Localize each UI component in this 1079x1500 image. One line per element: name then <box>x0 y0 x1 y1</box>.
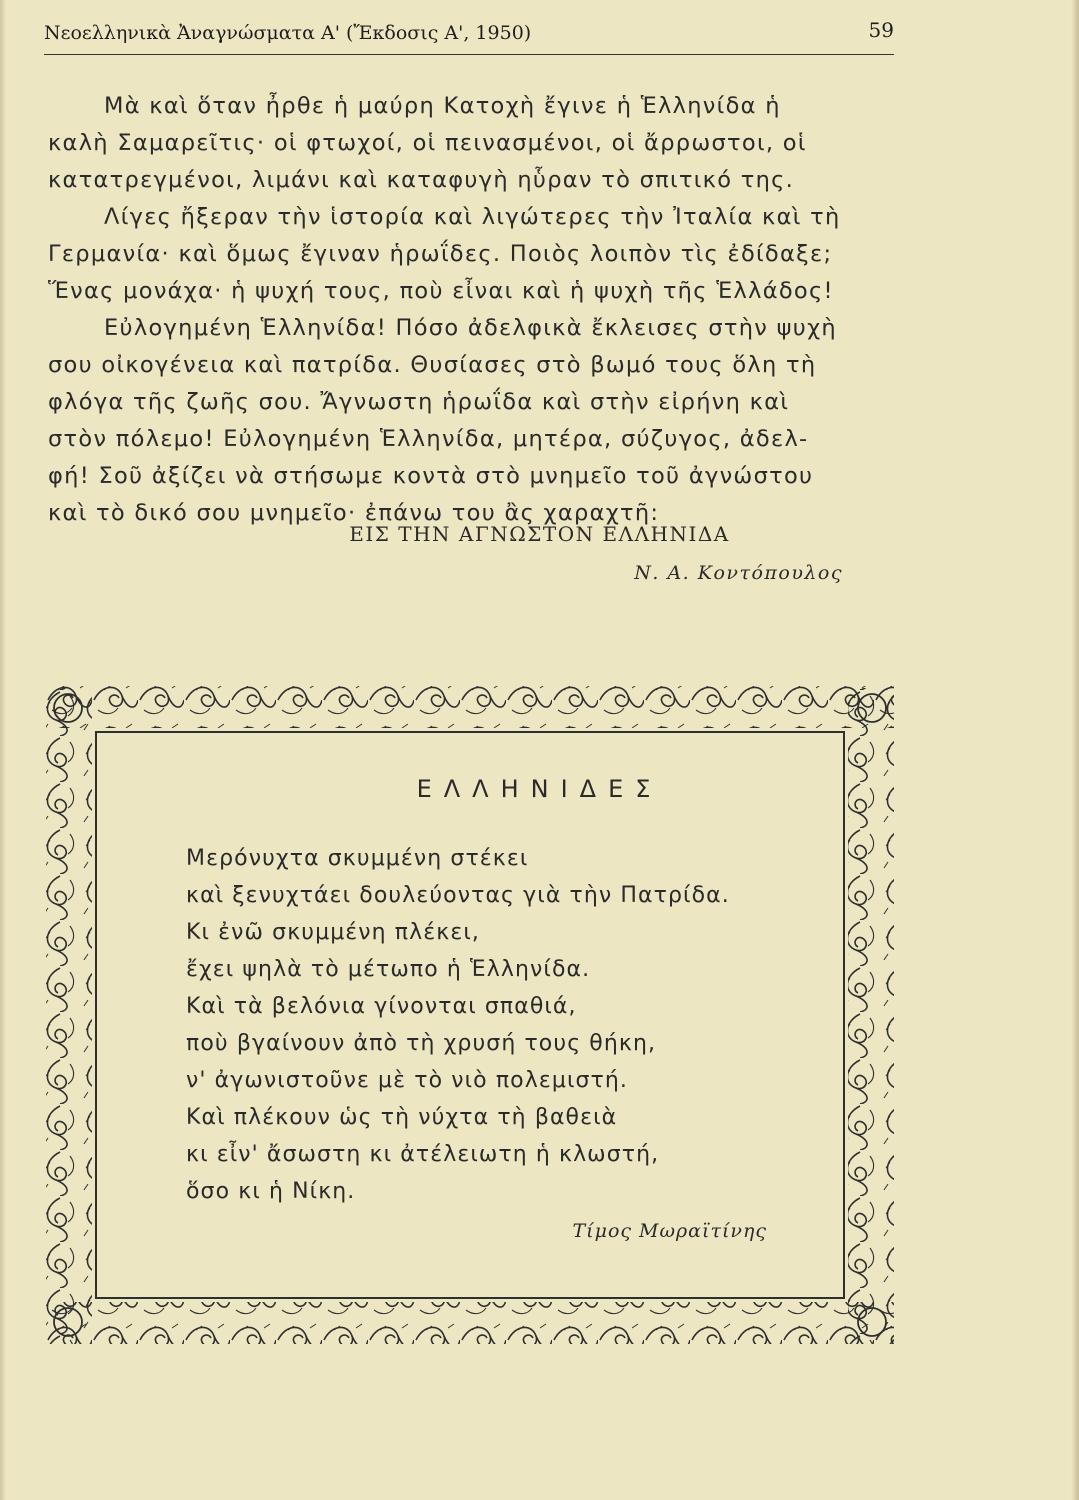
prose-line: Εὐλογημένη Ἑλληνίδα! Πόσο ἀδελφικὰ ἔκλεισες στὴν ψυχὴ <box>104 315 837 341</box>
poem-line: ἔχει ψηλὰ τὸ μέτωπο ἡ Ἑλληνίδα. <box>186 957 591 982</box>
prose-line: Ἕνας μονάχα· ἡ ψυχή τους, ποὺ εἶναι καὶ ἡ ψυχὴ τῆς Ἑλλάδος! <box>48 278 834 304</box>
prose-line: Γερμανία· καὶ ὅμως ἔγιναν ἡρωΐδες. Ποιὸς λοιπὸν τὶς ἐδίδαξε; <box>48 241 833 267</box>
prose-line: σου οἰκογένεια καὶ πατρίδα. Θυσίασες στὸ βωμό τους ὅλη τὴ <box>48 352 817 378</box>
epitaph-inscription: ΕΙΣ ΤΗΝ ΑΓΝΩΣΤΟΝ ΕΛΛΗΝΙΔΑ <box>349 522 730 546</box>
poem-line: ὅσο κι ἡ Νίκη. <box>186 1179 356 1204</box>
book-title: Νεοελληνικὰ Ἀναγνώσματα Α' (Ἔκδοσις Α', 1950) <box>44 22 532 44</box>
prose-line: Μὰ καὶ ὅταν ἦρθε ἡ μαύρη Κατοχὴ ἔγινε ἡ Ἑλληνίδα ἡ <box>104 93 781 119</box>
prose-line: Λίγες ἤξεραν τὴν ἱστορία καὶ λιγώτερες τὴν Ἰταλία καὶ τὴ <box>104 204 841 230</box>
prose-author: Ν. Α. Κοντόπουλος <box>634 562 843 584</box>
prose-line: στὸν πόλεμο! Εὐλογημένη Ἑλληνίδα, μητέρα, σύζυγος, ἀδελ- <box>48 426 809 452</box>
poem-line: Μερόνυχτα σκυμμένη στέκει <box>186 846 529 871</box>
poem-line: Κι ἐνῶ σκυμμένη πλέκει, <box>186 920 480 945</box>
poem-author: Τίμος Μωραϊτίνης <box>572 1220 767 1242</box>
prose-line: κατατρεγμένοι, λιμάνι καὶ καταφυγὴ ηὗραν τὸ σπιτικό της. <box>48 167 795 193</box>
poem-line: κι εἶν' ἄσωστη κι ἀτέλειωτη ἡ κλωστή, <box>186 1142 660 1167</box>
poem-line: ποὺ βγαίνουν ἀπὸ τὴ χρυσή τους θήκη, <box>186 1031 657 1056</box>
poem-line: Καὶ πλέκουν ὡς τὴ νύχτα τὴ βαθειὰ <box>186 1105 618 1130</box>
prose-line: καλὴ Σαμαρεῖτις· οἱ φτωχοί, οἱ πεινασμένοι, οἱ ἄρρωστοι, οἱ <box>48 130 807 156</box>
frame-bottom-border <box>46 1302 894 1344</box>
prose-line: φλόγα τῆς ζωῆς σου. Ἄγνωστη ἡρωΐδα καὶ στὴν εἰρήνη καὶ <box>48 389 790 415</box>
frame-top-border <box>46 686 894 728</box>
poem-title: ΕΛΛΗΝΙΔΕΣ <box>416 775 663 803</box>
poem-line: Καὶ τὰ βελόνια γίνονται σπαθιά, <box>186 994 577 1019</box>
poem-line: καὶ ξενυχτάει δουλεύοντας γιὰ τὴν Πατρίδα. <box>186 883 730 908</box>
prose-line: φή! Σοῦ ἀξίζει νὰ στήσωμε κοντὰ στὸ μνημεῖο τοῦ ἀγνώστου <box>48 463 814 489</box>
poem-line: ν' ἀγωνιστοῦνε μὲ τὸ νιὸ πολεμιστή. <box>186 1068 629 1093</box>
prose-line: καὶ τὸ δικό σου μνημεῖο· ἐπάνω του ἂς χαραχτῆ: <box>48 500 660 526</box>
poem-body <box>186 840 826 1210</box>
page-number: 59 <box>868 18 894 42</box>
